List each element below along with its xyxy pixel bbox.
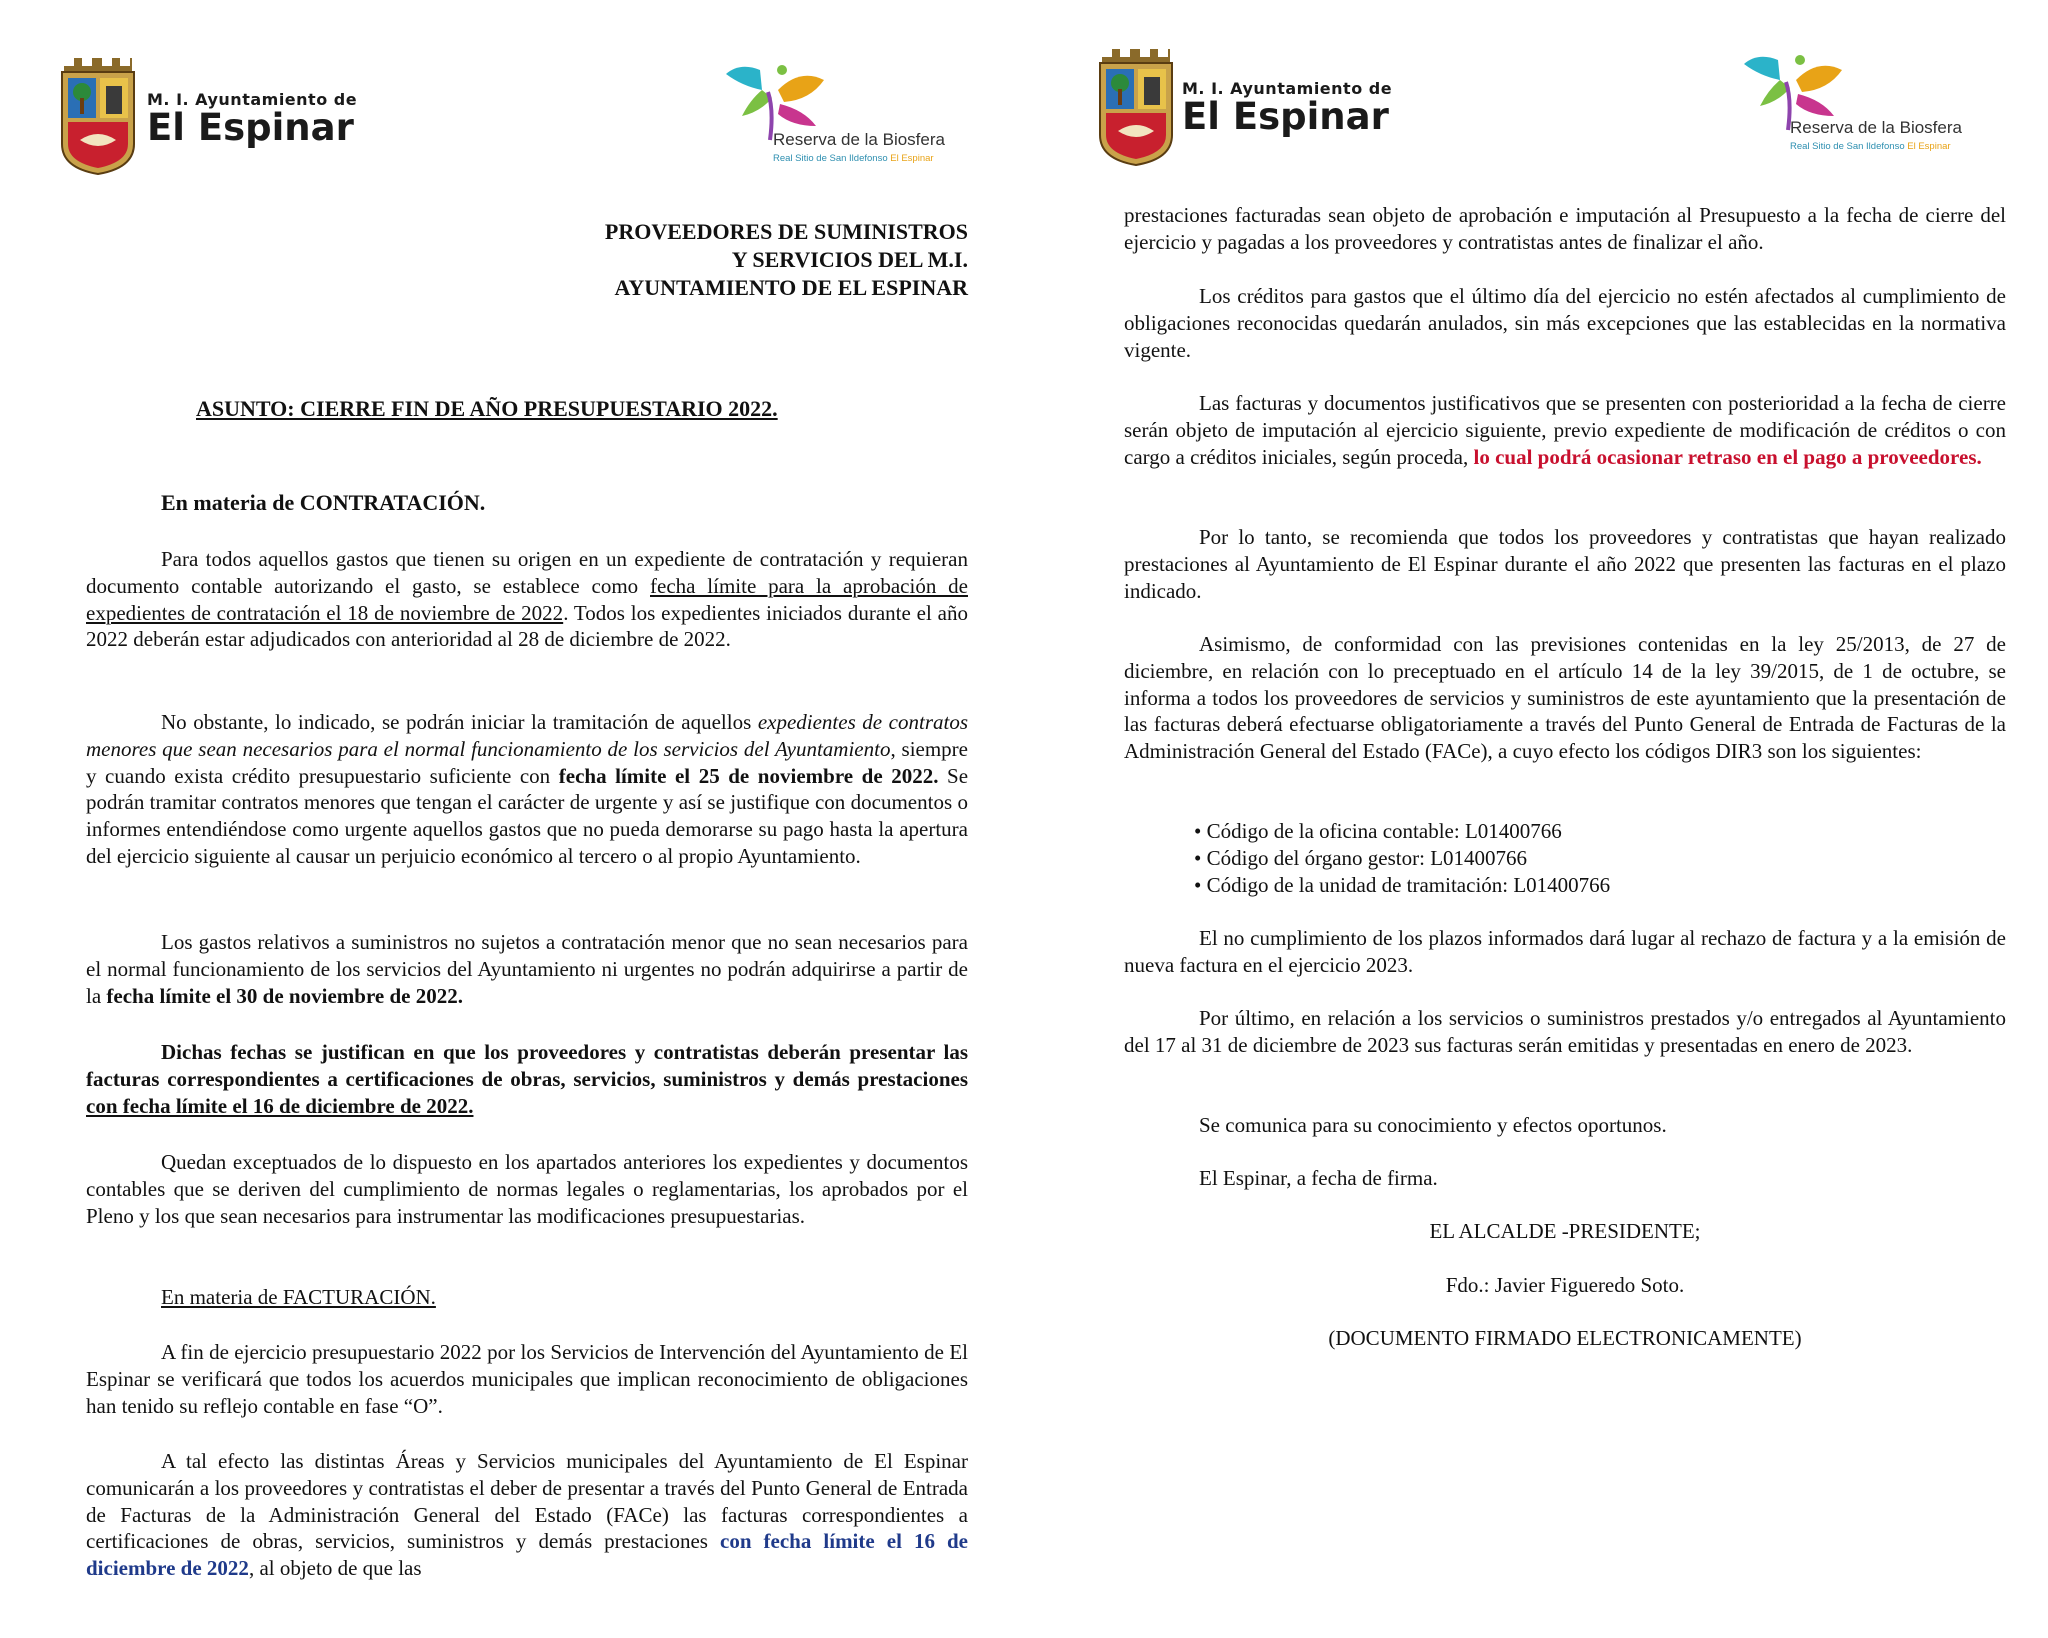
section-heading-contratacion: En materia de CONTRATACIÓN. (161, 490, 486, 515)
text-run: Asimismo, de conformidad con las previsiones contenidas en la ley 25/2013, de 27 de diciembre, en relación con lo preceptuado en el artículo 14 de la ley 39/2015, de 1 de octubre, se informa a todos los proveedores de servicios y suministros de este ayuntamiento que la presentación de las facturas deberá efectuarse obligatoriamente a través del Punto General de Entrada de Facturas de la Administración General del Estado (FACe), a cuyo efecto los códigos DIR3 son los siguientes: (1124, 632, 2006, 764)
biosphere-subtitle (773, 153, 934, 164)
paragraph (86, 546, 968, 653)
closing-line: Se comunica para su conocimiento y efectos oportunos. (1199, 1113, 1667, 1137)
recipient-line: Y SERVICIOS DEL M.I. (731, 247, 968, 272)
biosphere-subtitle-accent: El Espinar (1907, 141, 1951, 152)
place-date-line: El Espinar, a fecha de firma. (1199, 1166, 1438, 1190)
paragraph (1124, 283, 2006, 363)
biosphere-title: Reserva de la Biosfera (773, 130, 945, 149)
signature-note: (DOCUMENTO FIRMADO ELECTRONICAMENTE) (1328, 1326, 1802, 1350)
paragraph (1124, 524, 2006, 604)
text-run: A fin de ejercicio presupuestario 2022 por los Servicios de Intervención del Ayuntamiento de El Espinar se verificará que todos los acuerdos municipales que implican reconocimiento de obligaciones han tenido su reflejo contable en fase “O”. (86, 1340, 968, 1418)
text-run: . Todos los expedientes iniciados durante el año 2022 deberán estar adjudicados con anterioridad al 28 de diciembre de 2022. (86, 600, 968, 652)
biosphere-title: Reserva de la Biosfera (1790, 118, 1962, 137)
paragraph (86, 1339, 968, 1419)
paragraph (1124, 631, 2006, 765)
recipient-line: PROVEEDORES DE SUMINISTROS (604, 219, 968, 244)
brand-name: El Espinar (1182, 95, 1389, 138)
coat-of-arms-logo (58, 56, 138, 176)
text-run: No obstante, lo indicado, se podrán iniciar la tramitación de aquellos (161, 710, 758, 734)
text-run: A tal efecto las distintas Áreas y Servicios municipales del Ayuntamiento de El Espinar comunicarán a los proveedores y contratistas el deber de presentar a través del Punto General de Entrada de Facturas de la Administración General del Estado (FACe) las facturas correspondientes a certificaciones de obras, servicios, suministros y demás prestaciones (86, 1449, 968, 1554)
paragraph (86, 709, 968, 870)
text-run: Por último, en relación a los servicios o suministros prestados y/o entregados al Ayuntamiento del 17 al 31 de diciembre de 2023 sus facturas serán emitidas y presentadas en enero de 2023. (1124, 1006, 2006, 1057)
brand-subtitle: M. I. Ayuntamiento de (147, 90, 358, 109)
paragraph (1124, 925, 2006, 979)
list-item: • Código de la unidad de tramitación: L01400766 (1194, 872, 1611, 897)
text-run: Los créditos para gastos que el último día del ejercicio no estén afectados al cumplimiento de obligaciones reconocidas quedarán anulados, sin más excepciones que las establecidas en la normativa vigente. (1124, 284, 2006, 362)
text-run: Quedan exceptuados de lo dispuesto en los apartados anteriores los expedientes y documentos contables que se deriven del cumplimiento de normas legales o reglamentarias, los aprobados por el Pleno y los que sean necesarios para instrumentar las modificaciones presupuestarias. (86, 1150, 968, 1228)
section-heading-facturacion: En materia de FACTURACIÓN. (161, 1285, 436, 1309)
dir3-code-list (1194, 818, 1610, 898)
brand-name: El Espinar (147, 106, 354, 149)
paragraph (86, 929, 968, 1009)
biosphere-subtitle-accent: El Espinar (890, 153, 934, 164)
text-run-bold-underlined: con fecha límite el 16 de diciembre de 2022. (86, 1093, 474, 1118)
biosphere-subtitle-main: Real Sitio de San Ildefonso (773, 153, 891, 164)
biosphere-subtitle-main: Real Sitio de San Ildefonso (1790, 141, 1908, 152)
subject-heading: ASUNTO: CIERRE FIN DE AÑO PRESUPUESTARIO 2022. (196, 396, 778, 421)
text-run: Los gastos relativos a suministros no sujetos a contratación menor que no sean necesarios para el normal funcionamiento de los servicios del Ayuntamiento ni urgentes no podrán adquirirse a partir de la (86, 930, 968, 1008)
text-run: Las facturas y documentos justificativos que se presenten con posterioridad a la fecha de cierre serán objeto de imputación al ejercicio siguiente, previo expediente de modificación de créditos o con cargo a créditos iniciales, según proceda, (1124, 391, 2006, 469)
text-run-underlined: fecha límite para la aprobación de expedientes de contratación el 18 de noviembre de 2022 (86, 573, 968, 625)
signature-role: EL ALCALDE -PRESIDENTE; (1429, 1219, 1701, 1243)
paragraph (1124, 202, 2006, 256)
paragraph-bold (86, 1039, 968, 1119)
signature-name: Fdo.: Javier Figueredo Soto. (1445, 1273, 1685, 1297)
recipient-block (605, 218, 968, 302)
coat-of-arms-logo (1096, 47, 1176, 167)
text-run: prestaciones facturadas sean objeto de aprobación e imputación al Presupuesto a la fecha de cierre del ejercicio y pagadas a los proveedores y contratistas antes de finalizar el año. (1124, 203, 2006, 254)
text-run: , al objeto de que las (248, 1556, 422, 1581)
biosphere-subtitle (1790, 141, 1951, 152)
text-run-bold: fecha límite el 30 de noviembre de 2022. (106, 983, 463, 1008)
text-run: , siempre y cuando exista crédito presupuestario suficiente con (86, 736, 968, 788)
paragraph (1124, 1005, 2006, 1059)
text-run: Para todos aquellos gastos que tienen su origen en un expediente de contratación y requieran documento contable autorizando el gasto, se establece como (86, 547, 968, 598)
paragraph (86, 1448, 968, 1582)
text-run-highlight-blue: con fecha límite el 16 de diciembre de 2022 (86, 1529, 968, 1581)
brand-subtitle: M. I. Ayuntamiento de (1182, 79, 1393, 98)
text-run: El no cumplimiento de los plazos informados dará lugar al rechazo de factura y a la emisión de nueva factura en el ejercicio 2023. (1124, 926, 2006, 977)
list-item: • Código de la oficina contable: L01400766 (1194, 819, 1562, 843)
paragraph (1124, 390, 2006, 470)
document-page-1 (0, 0, 1020, 1638)
text-run-bold: Dichas fechas se justifican en que los proveedores y contratistas deberán presentar las facturas correspondientes a certificaciones de obras, servicios, suministros y demás prestaciones (86, 1040, 968, 1091)
text-run-bold: fecha límite el 25 de noviembre de 2022. (558, 763, 939, 788)
text-run-italic: expedientes de contratos menores que sean necesarios para el normal funcionamiento de los servicios del Ayuntamiento (86, 710, 968, 761)
paragraph (86, 1149, 968, 1229)
municipality-brand (1182, 79, 1392, 136)
text-run: Por lo tanto, se recomienda que todos los proveedores y contratistas que hayan realizado prestaciones al Ayuntamiento de El Espinar durante el año 2022 que presenten las facturas en el plazo indicado. (1124, 525, 2006, 603)
text-run: Se podrán tramitar contratos menores que tengan el carácter de urgente y así se justifique con documentos o informes entendiéndose como urgente aquellos gastos que no pueda demorarse su pago hasta la apertura del ejercicio siguiente al causar un perjuicio económico al tercero o al propio Ayuntamiento. (86, 763, 969, 868)
text-run-warning-red: lo cual podrá ocasionar retraso en el pago a proveedores. (1473, 444, 1982, 469)
recipient-line: AYUNTAMIENTO DE EL ESPINAR (614, 275, 968, 300)
municipality-brand (147, 90, 357, 147)
list-item: • Código del órgano gestor: L01400766 (1194, 845, 1528, 870)
document-page-2 (1028, 0, 2048, 1638)
